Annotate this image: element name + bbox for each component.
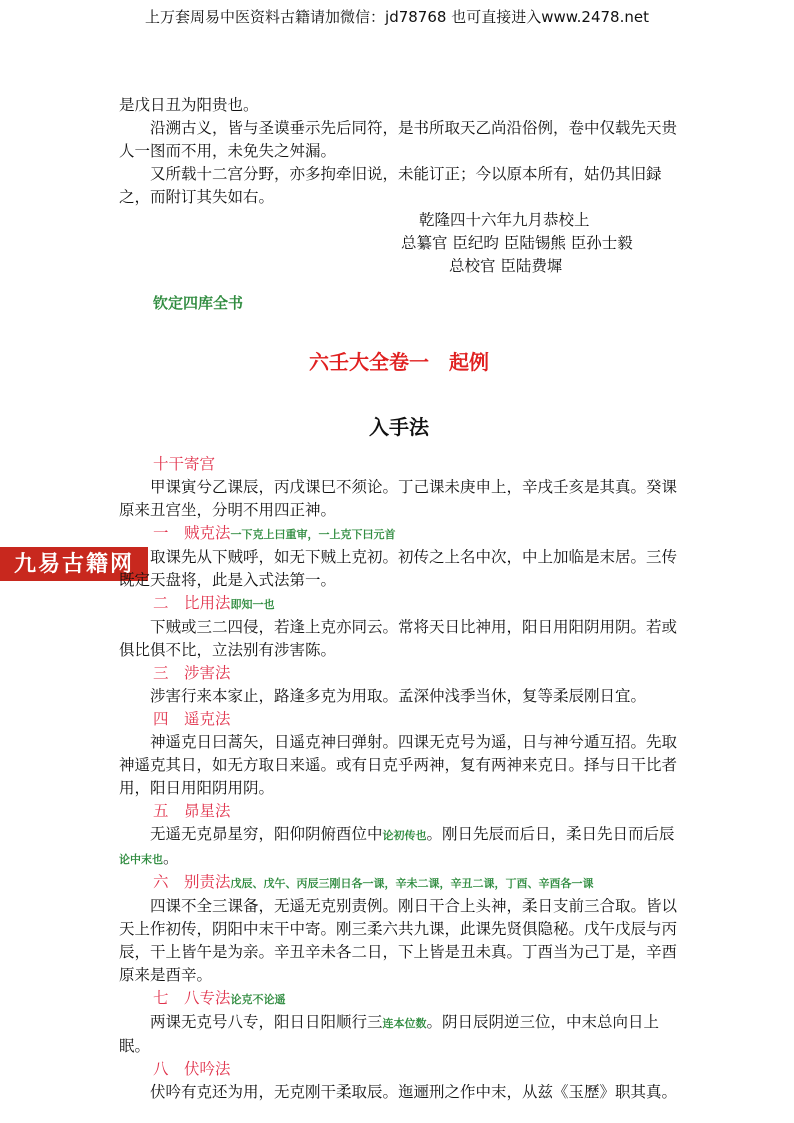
subsection-body (119, 1011, 679, 1058)
body-text: 。阴日辰阴逆三位，中末总向日上眠。 (119, 1013, 660, 1055)
section-title: 入手法 (369, 415, 429, 439)
subsection-body (119, 823, 679, 871)
subsection-heading (153, 522, 679, 546)
watermark-logo: 九易古籍网 (0, 547, 148, 581)
subsection-body: 四课不全三课备，无遥无克别责例。刚日干合上头神，柔日支前三合取。皆以天上作初传，阴阳中末干中寄。刚三柔六共九课，此课先贤俱隐秘。戊午戊辰与丙辰，干上皆午是为亲。辛丑辛未各二日，下上皆是丑未真。丁酉当为己丁是，辛酉原来是酉辛。 (119, 897, 678, 984)
subsection-title: 二 比用法 (153, 594, 231, 612)
preface-paragraph-3: 又所载十二宫分野，亦多拘牵旧说，未能订正；今以原本所有，姑仍其旧録之，而附订其失如右。 (119, 165, 662, 206)
subsection-note: 论克不论遥 (230, 993, 286, 1006)
body-text: 两课无克号八专，阳日日阳顺行三 (150, 1013, 383, 1031)
inline-note: 论中末也 (119, 853, 163, 866)
body-text: 。刚日先辰而后日，柔日先日而后辰 (426, 825, 675, 843)
subsection-heading (153, 987, 679, 1011)
subsection-title: 八 伏吟法 (153, 1060, 231, 1078)
subsection-body: 下贼或三二四侵，若逢上克亦同云。常将天日比神用，阳日用阳阴用阴。若或俱比俱不比，立法别有涉害陈。 (119, 618, 678, 659)
preface-paragraph-2: 沿溯古义，皆与圣谟垂示先后同符，是书所取天乙尚沿俗例，卷中仅载先天贵人一图而不用，未免失之舛漏。 (119, 119, 678, 160)
subsection-title: 三 涉害法 (153, 664, 231, 682)
subsection-title: 五 昴星法 (153, 802, 231, 820)
subsection-title: 一 贼克法 (153, 524, 231, 542)
page-header: 上万套周易中医资料古籍请加微信：jd78768 也可直接进入www.2478.net (145, 8, 649, 26)
subsection-title: 十干寄宫 (153, 455, 216, 473)
body-text: 。 (163, 849, 179, 867)
subsection-heading (153, 871, 679, 895)
subsection-body: 神遥克日曰蒿矢，日遥克神曰弹射。四课无克号为遥，日与神兮遁互招。先取神遥克其日，如无方取日来遥。或有日克乎两神，复有两神来克日。择与日干比者用，阳日用阳阴用阴。 (119, 733, 678, 797)
subsection-body: 取课先从下贼呼，如无下贼上克初。初传之上名中次，中上加临是末居。三传既定天盘将，此是入式法第一。 (119, 548, 678, 589)
inline-note: 论初传也 (382, 829, 427, 842)
subsection-heading (153, 592, 679, 616)
document-body (119, 94, 679, 1104)
subsection-title: 七 八专法 (153, 989, 231, 1007)
subsection-body: 甲课寅兮乙课辰，丙戊课巳不须论。丁己课未庚申上，辛戌壬亥是其真。癸课原来丑宫坐，分明不用四正神。 (119, 478, 678, 519)
signature-editors: 总纂官 臣纪昀 臣陆锡熊 臣孙士毅 (401, 234, 633, 252)
subsection-note: 戊辰、戊午、丙辰三刚日各一课，辛未二课，辛丑二课，丁酉、辛酉各一课 (230, 877, 594, 890)
subsection-note: 即知一也 (230, 598, 275, 611)
preface-paragraph-1: 是戊日丑为阳贵也。 (119, 96, 259, 114)
body-text: 无遥无克昴星穷，阳仰阴俯酉位中 (150, 825, 383, 843)
subsection-body: 涉害行来本家止，路逢多克为用取。孟深仲浅季当休，复等柔辰刚日宜。 (150, 687, 647, 705)
subsection-title: 六 别责法 (153, 873, 231, 891)
subsection-note: 一下克上曰重审，一上克下曰元首 (230, 528, 396, 541)
subsection-title: 四 遥克法 (153, 710, 231, 728)
inline-note: 连本位数 (382, 1017, 427, 1030)
signature-date: 乾隆四十六年九月恭校上 (419, 211, 590, 229)
book-title: 钦定四库全书 (153, 294, 244, 312)
signature-proofreader: 总校官 臣陆费墀 (449, 257, 563, 275)
chapter-title: 六壬大全卷一 起例 (309, 350, 489, 374)
subsection-body: 伏吟有克还为用，无克刚干柔取辰。迤逦刑之作中末，从兹《玉歷》职其真。 (150, 1083, 678, 1101)
